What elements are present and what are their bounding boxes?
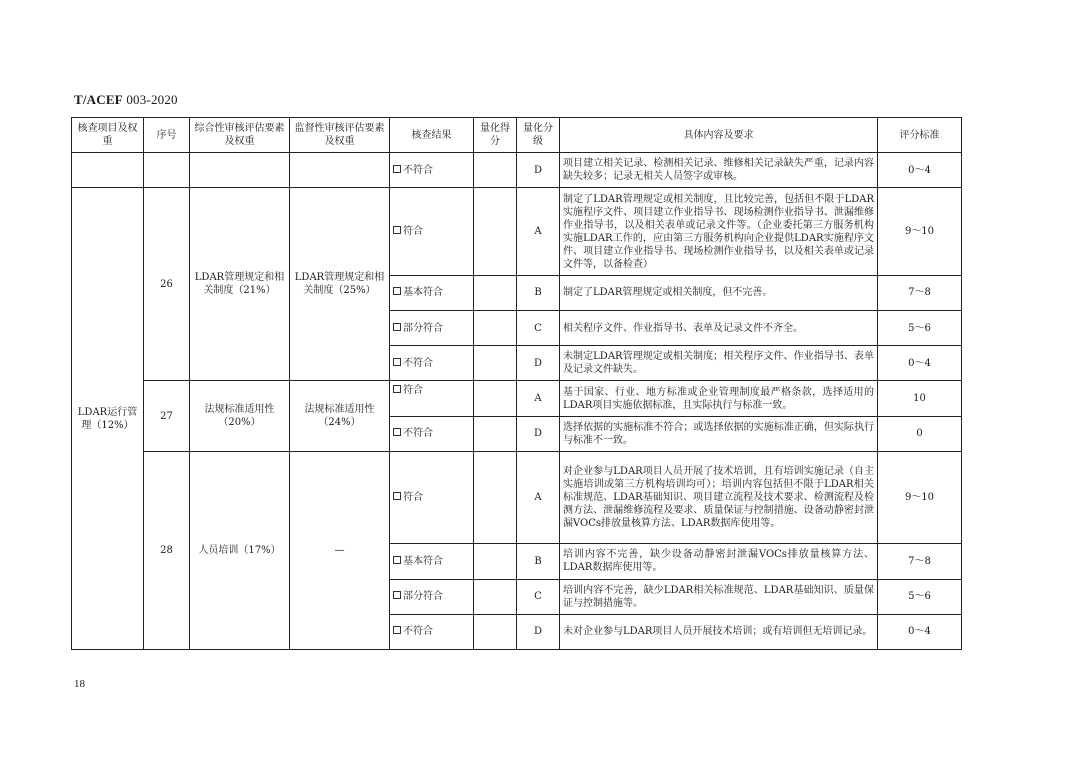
standard-cell: 9～10 xyxy=(878,188,962,275)
seq-cell: 28 xyxy=(144,451,190,649)
grade-cell: D xyxy=(517,416,560,451)
header-result: 核查结果 xyxy=(390,118,474,153)
header-comprehensive: 综合性审核评估要素及权重 xyxy=(190,118,290,153)
header-seq: 序号 xyxy=(144,118,190,153)
grade-cell: A xyxy=(517,381,560,416)
result-cell xyxy=(390,311,474,346)
content-cell: 培训内容不完善，缺少设备动静密封泄漏VOCs排放量核算方法、LDAR数据库使用等。 xyxy=(560,544,878,579)
comprehensive-cell: LDAR管理规定和相关制度（21%） xyxy=(190,188,290,381)
result-label: 部分符合 xyxy=(403,591,443,603)
standard-cell: 0～4 xyxy=(878,153,962,188)
standard-cell: 0～4 xyxy=(878,346,962,381)
score-cell xyxy=(474,346,517,381)
result-label: 不符合 xyxy=(403,626,433,638)
result-label: 部分符合 xyxy=(403,322,443,334)
checkbox-icon xyxy=(393,591,401,599)
seq-cell: 27 xyxy=(144,381,190,451)
supervisory-cell: LDAR管理规定和相关制度（25%） xyxy=(290,188,390,381)
grade-cell: D xyxy=(517,153,560,188)
header-standard: 评分标准 xyxy=(878,118,962,153)
standard-cell: 9～10 xyxy=(878,451,962,544)
grade-cell: D xyxy=(517,614,560,649)
seq-cell: 26 xyxy=(144,188,190,381)
content-cell: 培训内容不完善，缺少LDAR相关标准规范、LDAR基础知识、质量保证与控制措施等。 xyxy=(560,579,878,614)
comprehensive-cell: 人员培训（17%） xyxy=(190,451,290,649)
grade-cell: C xyxy=(517,311,560,346)
standard-cell: 0 xyxy=(878,416,962,451)
empty-cell xyxy=(290,153,390,188)
grade-cell: A xyxy=(517,451,560,544)
standard-cell: 7～8 xyxy=(878,275,962,310)
document-code-suffix: 003-2020 xyxy=(122,92,178,107)
result-cell xyxy=(390,544,474,579)
result-label: 不符合 xyxy=(403,357,433,369)
result-label: 不符合 xyxy=(403,428,433,440)
content-cell: 制定了LDAR管理规定或相关制度，且比较完善，包括但不限于LDAR实施程序文件、项目建立作业指导书、现场检测作业指导书、泄漏维修作业指导书，以及相关表单或记录文件等。（企业委托第三方服务机构实施LDAR工作的，应由第三方服务机构向企业提供LDAR实施程序文件、项目建立作业指导书、现场检测作业指导书，以及相关表单或记录文件等，以备检查） xyxy=(560,188,878,275)
document-code xyxy=(74,92,178,108)
content-cell: 制定了LDAR管理规定或相关制度，但不完善。 xyxy=(560,275,878,310)
checkbox-icon xyxy=(393,556,401,564)
result-cell xyxy=(390,188,474,275)
score-cell xyxy=(474,416,517,451)
checkbox-icon xyxy=(393,226,401,234)
result-cell xyxy=(390,381,474,416)
grade-cell: C xyxy=(517,579,560,614)
empty-cell xyxy=(190,153,290,188)
grade-cell: B xyxy=(517,544,560,579)
checkbox-icon xyxy=(393,626,401,634)
table-row xyxy=(72,188,962,275)
checkbox-icon xyxy=(393,358,401,366)
empty-cell xyxy=(72,153,144,188)
score-cell xyxy=(474,544,517,579)
content-cell: 基于国家、行业、地方标准或企业管理制度最严格条款，选择适用的LDAR项目实施依据标准，且实际执行与标准一致。 xyxy=(560,381,878,416)
score-cell xyxy=(474,381,517,416)
document-code-prefix: T/ACEF xyxy=(74,92,123,107)
grade-cell: D xyxy=(517,346,560,381)
page-number: 18 xyxy=(74,678,85,690)
header-content: 具体内容及要求 xyxy=(560,118,878,153)
content-cell: 未制定LDAR管理规定或相关制度；相关程序文件、作业指导书、表单及记录文件缺失。 xyxy=(560,346,878,381)
standard-cell: 7～8 xyxy=(878,544,962,579)
result-cell xyxy=(390,346,474,381)
standard-cell: 5～6 xyxy=(878,311,962,346)
score-cell xyxy=(474,451,517,544)
result-cell xyxy=(390,579,474,614)
assessment-table xyxy=(71,117,962,650)
result-label: 基本符合 xyxy=(403,555,443,567)
content-cell: 未对企业参与LDAR项目人员开展技术培训；或有培训但无培训记录。 xyxy=(560,614,878,649)
result-label: 符合 xyxy=(403,385,423,397)
standard-cell: 10 xyxy=(878,381,962,416)
checkbox-icon xyxy=(393,165,401,173)
content-cell: 选择依据的实施标准不符合；或选择依据的实施标准正确，但实际执行与标准不一致。 xyxy=(560,416,878,451)
score-cell xyxy=(474,275,517,310)
score-cell xyxy=(474,579,517,614)
comprehensive-cell: 法规标准适用性（20%） xyxy=(190,381,290,451)
result-label: 基本符合 xyxy=(403,287,443,299)
empty-cell xyxy=(144,153,190,188)
score-cell xyxy=(474,614,517,649)
header-score: 量化得分 xyxy=(474,118,517,153)
result-cell xyxy=(390,275,474,310)
supervisory-cell: — xyxy=(290,451,390,649)
checkbox-icon xyxy=(393,385,401,393)
standard-cell: 5～6 xyxy=(878,579,962,614)
table-row xyxy=(72,153,962,188)
content-cell: 对企业参与LDAR项目人员开展了技术培训，且有培训实施记录（自主实施培训或第三方机构培训均可）；培训内容包括但不限于LDAR相关标准规范、LDAR基础知识、项目建立流程及技术要求、检测流程及检测方法、泄漏维修流程及要求、质量保证与控制措施、设备动静密封泄漏VOCs排放量核算方法、LDAR数据库使用等。 xyxy=(560,451,878,544)
table-header-row xyxy=(72,118,962,153)
score-cell xyxy=(474,188,517,275)
result-cell xyxy=(390,451,474,544)
supervisory-cell: 法规标准适用性（24%） xyxy=(290,381,390,451)
header-grade: 量化分级 xyxy=(517,118,560,153)
grade-cell: B xyxy=(517,275,560,310)
score-cell xyxy=(474,153,517,188)
checkbox-icon xyxy=(393,428,401,436)
category-cell: LDAR运行管理（12%） xyxy=(72,188,144,650)
result-label: 不符合 xyxy=(403,164,433,176)
content-cell: 项目建立相关记录、检测相关记录、维修相关记录缺失严重，记录内容缺失较多；记录无相关人员签字或审核。 xyxy=(560,153,878,188)
content-cell: 相关程序文件、作业指导书、表单及记录文件不齐全。 xyxy=(560,311,878,346)
table-row xyxy=(72,451,962,544)
header-supervisory: 监督性审核评估要素及权重 xyxy=(290,118,390,153)
result-label: 符合 xyxy=(403,492,423,504)
checkbox-icon xyxy=(393,287,401,295)
checkbox-icon xyxy=(393,492,401,500)
table-row xyxy=(72,381,962,416)
result-cell xyxy=(390,614,474,649)
result-label: 符合 xyxy=(403,226,423,238)
result-cell xyxy=(390,416,474,451)
checkbox-icon xyxy=(393,323,401,331)
header-item: 核查项目及权重 xyxy=(72,118,144,153)
standard-cell: 0～4 xyxy=(878,614,962,649)
result-cell xyxy=(390,153,474,188)
score-cell xyxy=(474,311,517,346)
grade-cell: A xyxy=(517,188,560,275)
